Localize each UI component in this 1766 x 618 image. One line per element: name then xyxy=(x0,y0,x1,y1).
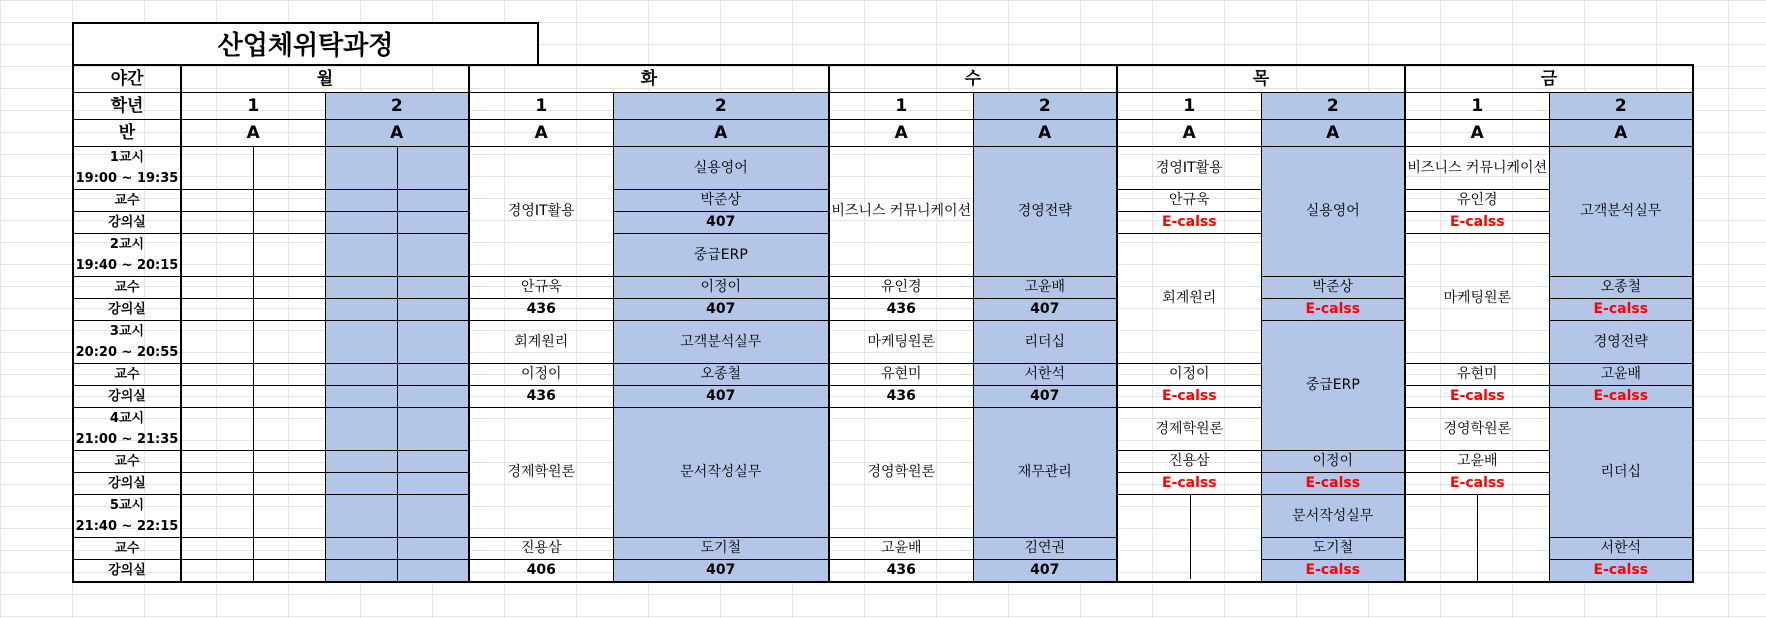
professor-label: 교수 xyxy=(73,451,181,473)
empty-cell xyxy=(181,451,253,473)
course-name: 문서작성실무 xyxy=(613,408,829,538)
class-cell: A xyxy=(1261,120,1405,147)
room-number: 436 xyxy=(469,386,613,408)
empty-cell xyxy=(397,386,469,408)
empty-cell xyxy=(253,364,325,386)
course-name: 경제학원론 xyxy=(469,408,613,538)
empty-cell xyxy=(1405,495,1477,583)
room-number: E-calss xyxy=(1261,299,1405,321)
day-fri: 금 xyxy=(1405,65,1693,93)
empty-cell xyxy=(325,234,397,277)
empty-cell xyxy=(325,451,397,473)
professor-name: 진용삼 xyxy=(1117,451,1261,473)
professor-name: 서한석 xyxy=(973,364,1117,386)
professor-name: 이정이 xyxy=(613,277,829,299)
grade-cell: 2 xyxy=(1549,93,1693,120)
day-tue: 화 xyxy=(469,65,829,93)
course-name: 회계원리 xyxy=(1117,234,1261,364)
empty-cell xyxy=(325,473,397,495)
professor-name: 도기철 xyxy=(1261,538,1405,560)
grade-cell: 2 xyxy=(1261,93,1405,120)
header-label-class: 반 xyxy=(73,120,181,147)
empty-cell xyxy=(253,212,325,234)
course-name: 비즈니스 커뮤니케이션 xyxy=(1405,147,1549,190)
empty-cell xyxy=(325,147,397,190)
empty-cell xyxy=(181,408,253,451)
grade-cell: 2 xyxy=(973,93,1117,120)
professor-name: 고윤배 xyxy=(973,277,1117,299)
empty-cell xyxy=(253,147,325,190)
empty-cell xyxy=(181,386,253,408)
empty-cell xyxy=(181,277,253,299)
empty-cell xyxy=(253,451,325,473)
room-label: 강의실 xyxy=(73,212,181,234)
room-number: E-calss xyxy=(1405,473,1549,495)
course-name: 경영전략 xyxy=(973,147,1117,277)
professor-name: 오종철 xyxy=(613,364,829,386)
course-name: 경영학원론 xyxy=(1405,408,1549,451)
professor-label: 교수 xyxy=(73,364,181,386)
professor-name: 박준상 xyxy=(613,190,829,212)
empty-cell xyxy=(397,538,469,560)
empty-cell xyxy=(325,560,397,583)
empty-cell xyxy=(181,538,253,560)
room-number: 407 xyxy=(613,299,829,321)
empty-cell xyxy=(397,364,469,386)
grade-cell: 2 xyxy=(325,93,469,120)
empty-cell xyxy=(253,277,325,299)
course-name: 경영전략 xyxy=(1549,321,1693,364)
table-row xyxy=(73,386,1693,408)
class-cell: A xyxy=(613,120,829,147)
room-number: 436 xyxy=(829,560,973,583)
empty-cell xyxy=(325,364,397,386)
empty-cell xyxy=(325,321,397,364)
room-number: E-calss xyxy=(1405,386,1549,408)
period-label: 1교시 19:00 ~ 19:35 xyxy=(73,147,181,190)
empty-cell xyxy=(325,277,397,299)
empty-cell xyxy=(397,560,469,583)
room-number: E-calss xyxy=(1261,473,1405,495)
course-name: 마케팅원론 xyxy=(829,321,973,364)
course-name: 실용영어 xyxy=(613,147,829,190)
professor-name: 고윤배 xyxy=(1405,451,1549,473)
header-label-night: 야간 xyxy=(73,65,181,93)
course-name: 경영IT활용 xyxy=(469,147,613,277)
page-title: 산업체위탁과정 xyxy=(72,22,539,64)
empty-cell xyxy=(397,451,469,473)
professor-name: 이정이 xyxy=(1117,364,1261,386)
table-row xyxy=(73,364,1693,386)
course-name: 경영IT활용 xyxy=(1117,147,1261,190)
empty-cell xyxy=(1117,495,1261,583)
professor-name: 오종철 xyxy=(1549,277,1693,299)
room-label: 강의실 xyxy=(73,386,181,408)
period-label: 2교시 19:40 ~ 20:15 xyxy=(73,234,181,277)
professor-label: 교수 xyxy=(73,190,181,212)
empty-cell xyxy=(181,147,253,190)
course-name: 재무관리 xyxy=(973,408,1117,538)
course-name: 중급ERP xyxy=(1261,321,1405,451)
room-label: 강의실 xyxy=(73,299,181,321)
empty-cell xyxy=(325,212,397,234)
timetable xyxy=(72,64,1694,583)
empty-cell xyxy=(181,321,253,364)
empty-cell xyxy=(397,321,469,364)
course-name: 경영학원론 xyxy=(829,408,973,538)
room-number: 436 xyxy=(829,386,973,408)
empty-cell xyxy=(1477,495,1549,583)
empty-cell xyxy=(253,321,325,364)
grade-cell: 1 xyxy=(1405,93,1549,120)
room-number: E-calss xyxy=(1549,386,1693,408)
empty-cell xyxy=(397,234,469,277)
room-number: 436 xyxy=(829,299,973,321)
empty-cell xyxy=(397,277,469,299)
class-cell: A xyxy=(1117,120,1261,147)
professor-name: 안규욱 xyxy=(1117,190,1261,212)
course-name: 문서작성실무 xyxy=(1261,495,1405,538)
professor-name: 유현미 xyxy=(829,364,973,386)
grade-header-row xyxy=(73,93,1693,120)
empty-cell xyxy=(181,234,253,277)
empty-cell xyxy=(253,299,325,321)
empty-cell xyxy=(253,560,325,583)
course-name: 비즈니스 커뮤니케이션 xyxy=(829,147,973,277)
empty-cell xyxy=(253,408,325,451)
empty-cell xyxy=(325,190,397,212)
course-name: 중급ERP xyxy=(613,234,829,277)
professor-label: 교수 xyxy=(73,538,181,560)
header-label-grade: 학년 xyxy=(73,93,181,120)
grade-cell: 1 xyxy=(469,93,613,120)
period-label: 4교시 21:00 ~ 21:35 xyxy=(73,408,181,451)
empty-cell xyxy=(253,473,325,495)
professor-name: 안규욱 xyxy=(469,277,613,299)
empty-cell xyxy=(397,408,469,451)
class-cell: A xyxy=(1405,120,1549,147)
day-thu: 목 xyxy=(1117,65,1405,93)
class-cell: A xyxy=(973,120,1117,147)
professor-name: 박준상 xyxy=(1261,277,1405,299)
empty-cell xyxy=(253,234,325,277)
course-name: 고객분석실무 xyxy=(1549,147,1693,277)
empty-cell xyxy=(181,560,253,583)
professor-name: 유인경 xyxy=(829,277,973,299)
room-number: E-calss xyxy=(1117,212,1261,234)
empty-cell xyxy=(397,495,469,538)
room-number: 406 xyxy=(469,560,613,583)
empty-cell xyxy=(253,386,325,408)
room-number: E-calss xyxy=(1261,560,1405,583)
empty-cell xyxy=(181,473,253,495)
professor-name: 이정이 xyxy=(1261,451,1405,473)
course-name: 고객분석실무 xyxy=(613,321,829,364)
empty-cell xyxy=(253,495,325,538)
day-wed: 수 xyxy=(829,65,1117,93)
day-mon: 월 xyxy=(181,65,469,93)
empty-cell xyxy=(397,299,469,321)
professor-name: 김연권 xyxy=(973,538,1117,560)
empty-cell xyxy=(397,190,469,212)
room-number: E-calss xyxy=(1117,386,1261,408)
empty-cell xyxy=(397,473,469,495)
grade-cell: 2 xyxy=(613,93,829,120)
empty-cell xyxy=(397,212,469,234)
empty-cell xyxy=(253,190,325,212)
course-name: 실용영어 xyxy=(1261,147,1405,277)
room-number: 407 xyxy=(973,560,1117,583)
period-label: 5교시 21:40 ~ 22:15 xyxy=(73,495,181,538)
empty-cell xyxy=(181,299,253,321)
room-number: 407 xyxy=(613,560,829,583)
room-number: 436 xyxy=(469,299,613,321)
empty-cell xyxy=(325,386,397,408)
professor-name: 도기철 xyxy=(613,538,829,560)
period-label: 3교시 20:20 ~ 20:55 xyxy=(73,321,181,364)
empty-cell xyxy=(253,538,325,560)
room-number: 407 xyxy=(613,386,829,408)
empty-cell xyxy=(397,147,469,190)
empty-cell xyxy=(181,495,253,538)
professor-name: 고윤배 xyxy=(1549,364,1693,386)
room-number: 407 xyxy=(613,212,829,234)
class-cell: A xyxy=(1549,120,1693,147)
class-header-row xyxy=(73,120,1693,147)
course-name: 리더십 xyxy=(973,321,1117,364)
professor-name: 유현미 xyxy=(1405,364,1549,386)
course-name: 경제학원론 xyxy=(1117,408,1261,451)
course-name: 회계원리 xyxy=(469,321,613,364)
professor-name: 이정이 xyxy=(469,364,613,386)
class-cell: A xyxy=(829,120,973,147)
professor-name: 고윤배 xyxy=(829,538,973,560)
room-label: 강의실 xyxy=(73,473,181,495)
empty-cell xyxy=(181,212,253,234)
class-cell: A xyxy=(325,120,469,147)
course-name: 리더십 xyxy=(1549,408,1693,538)
room-number: 407 xyxy=(973,386,1117,408)
room-number: 407 xyxy=(973,299,1117,321)
professor-name: 서한석 xyxy=(1549,538,1693,560)
class-cell: A xyxy=(469,120,613,147)
empty-cell xyxy=(325,495,397,538)
class-cell: A xyxy=(181,120,325,147)
grade-cell: 1 xyxy=(1117,93,1261,120)
grade-cell: 1 xyxy=(181,93,325,120)
empty-cell xyxy=(325,299,397,321)
room-number: E-calss xyxy=(1117,473,1261,495)
professor-name: 유인경 xyxy=(1405,190,1549,212)
room-number: E-calss xyxy=(1549,299,1693,321)
empty-cell xyxy=(181,364,253,386)
day-header-row xyxy=(73,65,1693,93)
course-name: 마케팅원론 xyxy=(1405,234,1549,364)
room-number: E-calss xyxy=(1549,560,1693,583)
room-number: E-calss xyxy=(1405,212,1549,234)
empty-cell xyxy=(181,190,253,212)
grade-cell: 1 xyxy=(829,93,973,120)
room-label: 강의실 xyxy=(73,560,181,583)
professor-name: 진용삼 xyxy=(469,538,613,560)
empty-cell xyxy=(325,408,397,451)
professor-label: 교수 xyxy=(73,277,181,299)
empty-cell xyxy=(325,538,397,560)
